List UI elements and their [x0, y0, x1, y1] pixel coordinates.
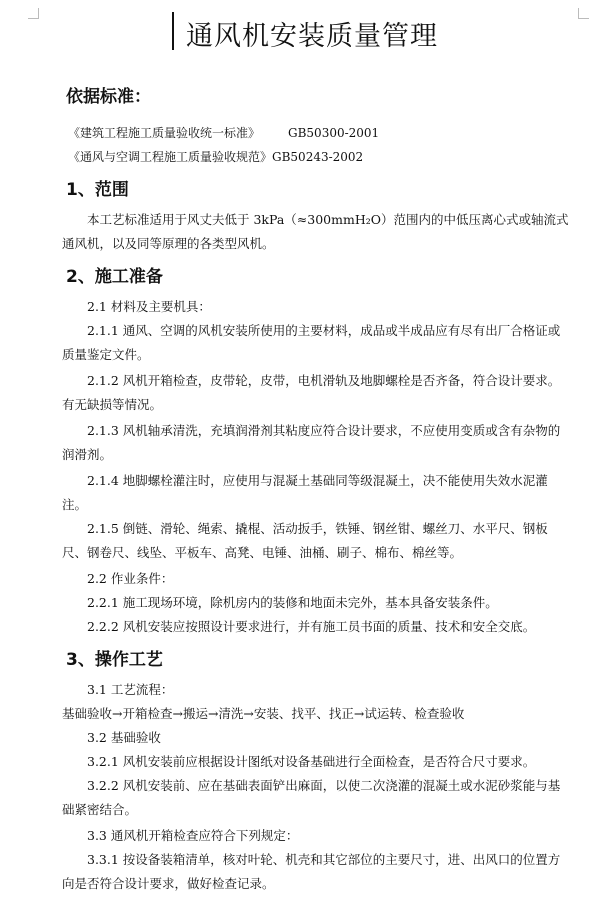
paragraph: 3.2 基础验收 — [87, 730, 161, 745]
standard-code: GB50243-2002 — [272, 150, 364, 164]
page-corner-mark — [28, 8, 39, 19]
paragraph: 3.2.2 风机安装前、应在基础表面铲出麻面，以使二次浇灌的混凝土或水泥砂浆能与基础紧密结合。 — [62, 778, 561, 817]
paragraph: 本工艺标准适用于风丈夫低于 3kPa（≈300mmH₂O）范围内的中低压离心式或轴流式通风机，以及同等原理的各类型风机。 — [62, 212, 569, 251]
section-heading: 1、范围 — [66, 180, 129, 200]
paragraph: 2.1.5 倒链、滑轮、绳索、撬棍、活动扳手，铁锤、钢丝钳、螺丝刀、水平尺、钢板尺、钢卷尺、线坠、平板车、高凳、电锤、油桶、刷子、棉布、棉丝等。 — [62, 521, 548, 560]
basis-heading: 依据标准： — [66, 87, 151, 107]
document-title: 通风机安装质量管理 — [186, 21, 438, 52]
paragraph: 2.1.4 地脚螺栓灌注时，应使用与混凝土基础同等级混凝土，决不能使用失效水泥灌注。 — [62, 473, 548, 512]
standard-name: 《通风与空调工程施工质量验收规范》 — [68, 150, 273, 164]
standard-line — [68, 121, 572, 145]
paragraph: 2.1.2 风机开箱检查，皮带轮，皮带，电机滑轨及地脚螺栓是否齐备，符合设计要求。有无缺损等情况。 — [62, 373, 561, 412]
standard-name: 《建筑工程施工质量验收统一标准》 — [68, 126, 261, 140]
section-heading: 3、操作工艺 — [66, 650, 163, 670]
paragraph: 2.2.2 风机安装应按照设计要求进行，并有施工员书面的质量、技术和安全交底。 — [87, 619, 536, 634]
section-heading: 2、施工准备 — [66, 267, 163, 287]
page-corner-mark — [578, 8, 589, 19]
paragraph: 2.2 作业条件： — [87, 571, 174, 586]
cursor-bar — [172, 12, 174, 50]
paragraph: 2.1.3 风机轴承清洗，充填润滑剂其粘度应符合设计要求，不应使用变质或含有杂物的润滑剂。 — [62, 423, 561, 462]
paragraph: 2.1.1 通风、空调的风机安装所使用的主要材料，成品或半成品应有尽有出厂合格证或质量鉴定文件。 — [62, 323, 561, 362]
paragraph: 2.1 材料及主要机具： — [87, 299, 211, 314]
standard-code: GB50300-2001 — [288, 126, 380, 140]
paragraph: 3.2.1 风机安装前应根据设计图纸对设备基础进行全面检查，是否符合尺寸要求。 — [87, 754, 536, 769]
paragraph: 3.3 通风机开箱检查应符合下列规定： — [87, 828, 299, 843]
process-flow: 基础验收→开箱检查→搬运→清洗→安装、找平、找正→试运转、检查验收 — [62, 706, 465, 721]
paragraph: 3.3.1 按设备装箱清单，核对叶轮、机壳和其它部位的主要尺寸，进、出风口的位置方向是否符合设计要求，做好检查记录。 — [62, 852, 561, 891]
paragraph: 3.1 工艺流程： — [87, 682, 174, 697]
document-body — [62, 82, 572, 898]
standard-line — [68, 145, 572, 169]
paragraph: 2.2.1 施工现场环境，除机房内的装修和地面未完外，基本具备安装条件。 — [87, 595, 498, 610]
